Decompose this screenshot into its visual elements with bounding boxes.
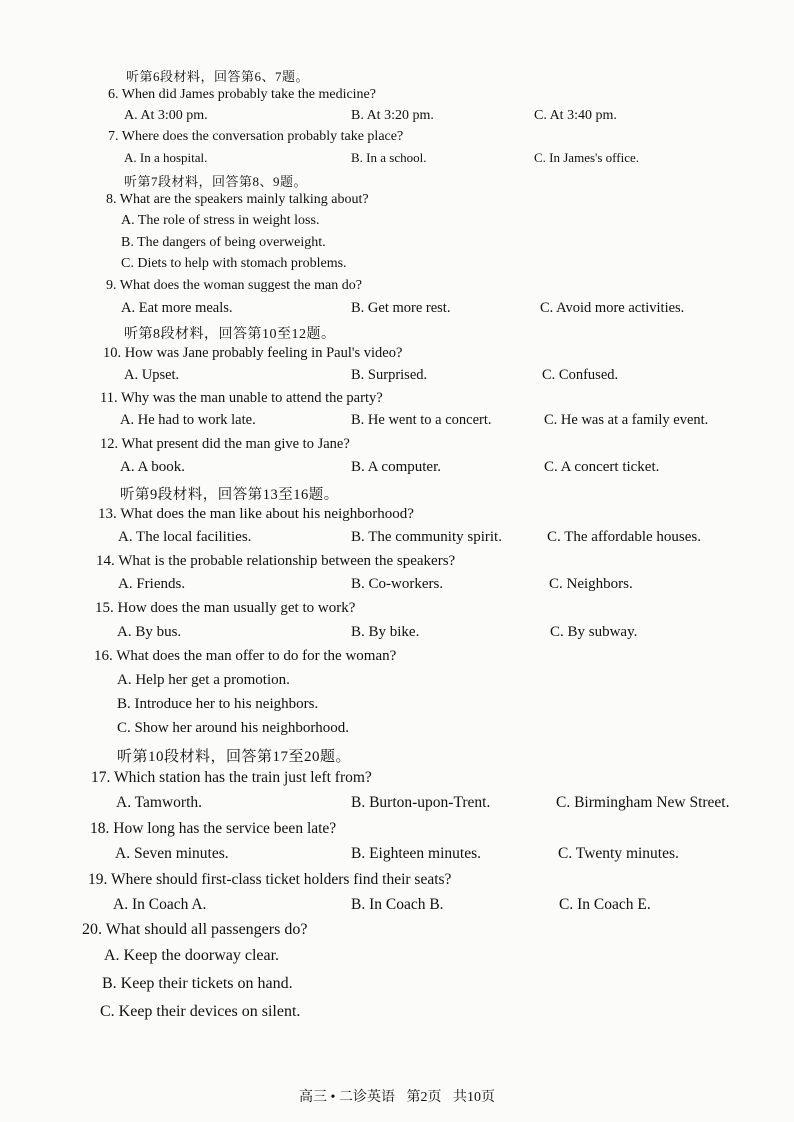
section-header-10: 听第10段材料，回答第17至20题。	[117, 749, 352, 765]
question-15-option-b: B. By bike.	[351, 624, 420, 640]
question-14-option-c: C. Neighbors.	[549, 576, 633, 592]
question-6-option-c: C. At 3:40 pm.	[534, 108, 617, 123]
question-6-option-b: B. At 3:20 pm.	[351, 108, 434, 123]
question-8-option-c: C. Diets to help with stomach problems.	[121, 256, 347, 271]
question-7-option-c: C. In James's office.	[534, 150, 639, 165]
question-12-option-a: A. A book.	[120, 459, 186, 475]
question-9-option-a: A. Eat more meals.	[121, 300, 233, 316]
question-16-option-b: B. Introduce her to his neighbors.	[117, 696, 319, 712]
question-16-option-c: C. Show her around his neighborhood.	[117, 720, 350, 736]
question-14-option-a: A. Friends.	[118, 576, 186, 592]
question-11-option-c: C. He was at a family event.	[544, 412, 709, 428]
question-15-option-a: A. By bus.	[117, 624, 182, 640]
question-12-option-c: C. A concert ticket.	[544, 459, 660, 475]
question-17-stem: 17. Which station has the train just left from?	[91, 769, 372, 786]
question-8-stem: 8. What are the speakers mainly talking about?	[106, 192, 369, 207]
question-6-stem: 6. When did James probably take the medicine?	[108, 87, 376, 102]
question-7-stem: 7. Where does the conversation probably take place?	[108, 129, 404, 144]
question-20-option-c: C. Keep their devices on silent.	[100, 1003, 301, 1020]
footer-total-pages: 共10页	[452, 1090, 495, 1105]
question-6-option-a: A. At 3:00 pm.	[124, 108, 208, 123]
question-8-option-b: B. The dangers of being overweight.	[121, 235, 326, 250]
question-18-option-c: C. Twenty minutes.	[558, 845, 679, 862]
section-header-6: 听第6段材料，回答第6、7题。	[126, 69, 310, 84]
question-10-option-c: C. Confused.	[542, 367, 619, 383]
question-13-option-c: C. The affordable houses.	[547, 529, 701, 545]
question-7-option-b: B. In a school.	[351, 150, 427, 165]
question-16-option-a: A. Help her get a promotion.	[117, 672, 290, 688]
question-9-option-b: B. Get more rest.	[351, 300, 451, 316]
question-20-stem: 20. What should all passengers do?	[82, 921, 308, 938]
question-20-option-b: B. Keep their tickets on hand.	[102, 975, 293, 992]
section-header-7: 听第7段材料，回答第8、9题。	[124, 174, 308, 189]
footer-title: 高三 • 二诊英语	[299, 1090, 395, 1105]
page-footer	[0, 1086, 794, 1106]
question-11-option-b: B. He went to a concert.	[351, 412, 492, 428]
question-10-stem: 10. How was Jane probably feeling in Paul's video?	[103, 345, 403, 361]
question-13-option-a: A. The local facilities.	[118, 529, 252, 545]
question-15-stem: 15. How does the man usually get to work?	[95, 600, 356, 616]
question-20-option-a: A. Keep the doorway clear.	[104, 947, 280, 964]
question-14-stem: 14. What is the probable relationship between the speakers?	[96, 553, 456, 569]
question-14-option-b: B. Co-workers.	[351, 576, 444, 592]
section-header-8: 听第8段材料，回答第10至12题。	[124, 327, 336, 342]
question-12-option-b: B. A computer.	[351, 459, 441, 475]
question-9-stem: 9. What does the woman suggest the man do?	[106, 278, 362, 293]
question-18-stem: 18. How long has the service been late?	[90, 820, 337, 837]
question-12-stem: 12. What present did the man give to Jane?	[100, 436, 350, 452]
question-19-stem: 19. Where should first-class ticket holders find their seats?	[88, 871, 452, 888]
question-16-stem: 16. What does the man offer to do for the woman?	[94, 648, 397, 664]
question-8-option-a: A. The role of stress in weight loss.	[121, 213, 320, 228]
question-17-option-a: A. Tamworth.	[116, 794, 203, 811]
question-19-option-b: B. In Coach B.	[351, 896, 444, 913]
question-19-option-a: A. In Coach A.	[113, 896, 207, 913]
question-9-option-c: C. Avoid more activities.	[540, 300, 685, 316]
question-10-option-b: B. Surprised.	[351, 367, 428, 383]
section-header-9: 听第9段材料，回答第13至16题。	[120, 487, 339, 503]
question-19-option-c: C. In Coach E.	[559, 896, 651, 913]
question-10-option-a: A. Upset.	[124, 367, 180, 383]
question-11-stem: 11. Why was the man unable to attend the party?	[100, 390, 383, 406]
question-13-stem: 13. What does the man like about his neighborhood?	[98, 506, 414, 522]
question-18-option-b: B. Eighteen minutes.	[351, 845, 482, 862]
footer-page-number: 第2页	[406, 1090, 442, 1105]
question-11-option-a: A. He had to work late.	[120, 412, 256, 428]
question-15-option-c: C. By subway.	[550, 624, 638, 640]
question-18-option-a: A. Seven minutes.	[115, 845, 229, 862]
question-17-option-b: B. Burton-upon-Trent.	[351, 794, 491, 811]
question-13-option-b: B. The community spirit.	[351, 529, 502, 545]
question-7-option-a: A. In a hospital.	[124, 150, 208, 165]
question-17-option-c: C. Birmingham New Street.	[556, 794, 730, 811]
